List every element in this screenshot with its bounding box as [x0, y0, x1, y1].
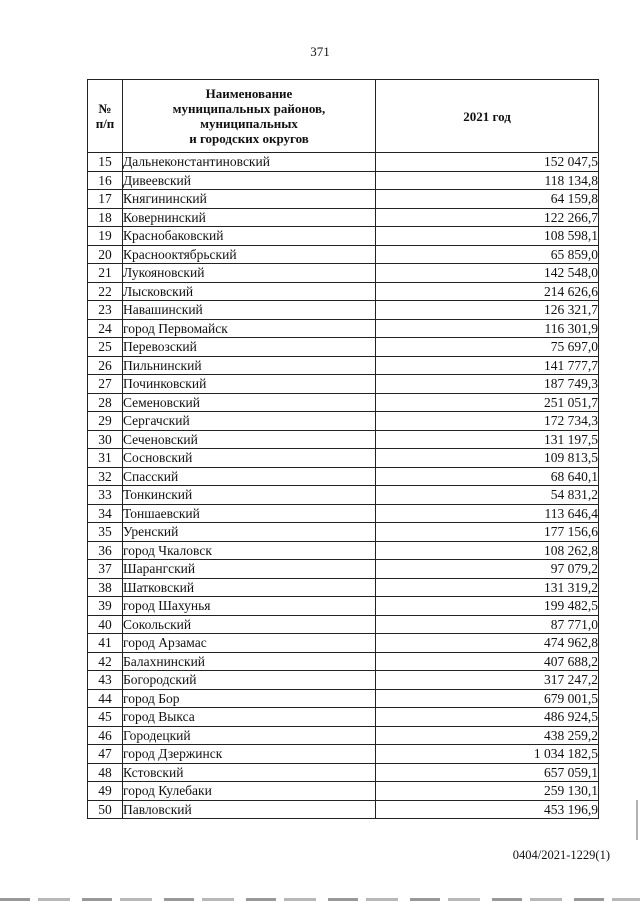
- row-amount: 116 301,9: [376, 319, 599, 338]
- row-number: 45: [88, 708, 123, 727]
- row-number: 16: [88, 171, 123, 190]
- row-amount: 54 831,2: [376, 486, 599, 505]
- row-district-name: Шарангский: [123, 560, 376, 579]
- row-amount: 141 777,7: [376, 356, 599, 375]
- row-amount: 177 156,6: [376, 523, 599, 542]
- header-name-line: и городских округов: [189, 131, 309, 146]
- row-number: 44: [88, 689, 123, 708]
- row-number: 49: [88, 782, 123, 801]
- row-district-name: город Бор: [123, 689, 376, 708]
- row-number: 18: [88, 208, 123, 227]
- header-name-line: муниципальных районов,: [172, 101, 326, 116]
- scan-artifact-edge: [636, 800, 638, 840]
- row-amount: 317 247,2: [376, 671, 599, 690]
- row-district-name: Богородский: [123, 671, 376, 690]
- row-district-name: город Выкса: [123, 708, 376, 727]
- row-amount: 657 059,1: [376, 763, 599, 782]
- row-number: 46: [88, 726, 123, 745]
- row-amount: 64 159,8: [376, 190, 599, 209]
- row-number: 38: [88, 578, 123, 597]
- row-number: 15: [88, 153, 123, 172]
- row-district-name: Сокольский: [123, 615, 376, 634]
- table-row: [88, 430, 599, 449]
- row-number: 21: [88, 264, 123, 283]
- row-number: 42: [88, 652, 123, 671]
- row-number: 39: [88, 597, 123, 616]
- row-district-name: Починковский: [123, 375, 376, 394]
- row-amount: 1 034 182,5: [376, 745, 599, 764]
- table-row: [88, 245, 599, 264]
- row-amount: 453 196,9: [376, 800, 599, 819]
- row-amount: 109 813,5: [376, 449, 599, 468]
- row-amount: 214 626,6: [376, 282, 599, 301]
- table-row: [88, 763, 599, 782]
- row-amount: 108 262,8: [376, 541, 599, 560]
- row-district-name: Спасский: [123, 467, 376, 486]
- table-row: [88, 301, 599, 320]
- row-amount: 131 319,2: [376, 578, 599, 597]
- row-number: 36: [88, 541, 123, 560]
- table-body: [88, 153, 599, 819]
- table-row: [88, 671, 599, 690]
- row-district-name: Семеновский: [123, 393, 376, 412]
- row-district-name: Уренский: [123, 523, 376, 542]
- row-amount: 474 962,8: [376, 634, 599, 653]
- row-district-name: Тоншаевский: [123, 504, 376, 523]
- row-district-name: Краснооктябрьский: [123, 245, 376, 264]
- row-amount: 65 859,0: [376, 245, 599, 264]
- row-number: 50: [88, 800, 123, 819]
- table-row: [88, 264, 599, 283]
- table-row: [88, 726, 599, 745]
- row-amount: 113 646,4: [376, 504, 599, 523]
- table-row: [88, 171, 599, 190]
- table-header-row: [88, 80, 599, 153]
- table-row: [88, 227, 599, 246]
- row-district-name: Княгининский: [123, 190, 376, 209]
- header-year: 2021 год: [376, 80, 599, 153]
- row-number: 48: [88, 763, 123, 782]
- row-number: 22: [88, 282, 123, 301]
- row-district-name: город Арзамас: [123, 634, 376, 653]
- row-district-name: Перевозский: [123, 338, 376, 357]
- row-number: 19: [88, 227, 123, 246]
- row-district-name: город Кулебаки: [123, 782, 376, 801]
- row-district-name: Тонкинский: [123, 486, 376, 505]
- row-district-name: Сеченовский: [123, 430, 376, 449]
- table-row: [88, 652, 599, 671]
- row-district-name: город Дзержинск: [123, 745, 376, 764]
- row-number: 30: [88, 430, 123, 449]
- row-amount: 75 697,0: [376, 338, 599, 357]
- scan-artifact-bottom: [0, 898, 640, 901]
- row-number: 32: [88, 467, 123, 486]
- header-name: [123, 80, 376, 153]
- row-district-name: Городецкий: [123, 726, 376, 745]
- table-row: [88, 282, 599, 301]
- row-district-name: Балахнинский: [123, 652, 376, 671]
- row-number: 41: [88, 634, 123, 653]
- table-row: [88, 597, 599, 616]
- table-row: [88, 523, 599, 542]
- row-number: 28: [88, 393, 123, 412]
- row-number: 43: [88, 671, 123, 690]
- row-district-name: Сергачский: [123, 412, 376, 431]
- row-number: 26: [88, 356, 123, 375]
- row-district-name: Шатковский: [123, 578, 376, 597]
- table-row: [88, 356, 599, 375]
- row-number: 29: [88, 412, 123, 431]
- table-row: [88, 393, 599, 412]
- table-row: [88, 708, 599, 727]
- row-number: 20: [88, 245, 123, 264]
- table-row: [88, 800, 599, 819]
- row-number: 24: [88, 319, 123, 338]
- table-row: [88, 560, 599, 579]
- row-district-name: Лукояновский: [123, 264, 376, 283]
- row-amount: 68 640,1: [376, 467, 599, 486]
- row-amount: 108 598,1: [376, 227, 599, 246]
- row-number: 17: [88, 190, 123, 209]
- row-number: 25: [88, 338, 123, 357]
- row-number: 31: [88, 449, 123, 468]
- table-row: [88, 634, 599, 653]
- row-district-name: Павловский: [123, 800, 376, 819]
- header-number-line: п/п: [95, 116, 115, 131]
- row-amount: 172 734,3: [376, 412, 599, 431]
- row-district-name: Сосновский: [123, 449, 376, 468]
- row-amount: 486 924,5: [376, 708, 599, 727]
- row-number: 34: [88, 504, 123, 523]
- row-amount: 97 079,2: [376, 560, 599, 579]
- row-amount: 122 266,7: [376, 208, 599, 227]
- table-row: [88, 412, 599, 431]
- document-code: 0404/2021-1229(1): [512, 848, 610, 862]
- row-district-name: Ковернинский: [123, 208, 376, 227]
- table-row: [88, 467, 599, 486]
- table-row: [88, 375, 599, 394]
- row-amount: 142 548,0: [376, 264, 599, 283]
- table-row: [88, 153, 599, 172]
- row-district-name: город Чкаловск: [123, 541, 376, 560]
- header-number-line: №: [98, 101, 112, 116]
- row-district-name: город Первомайск: [123, 319, 376, 338]
- row-amount: 199 482,5: [376, 597, 599, 616]
- page-number: 371: [310, 44, 330, 59]
- row-amount: 152 047,5: [376, 153, 599, 172]
- table-row: [88, 338, 599, 357]
- row-district-name: Кстовский: [123, 763, 376, 782]
- row-number: 35: [88, 523, 123, 542]
- row-number: 23: [88, 301, 123, 320]
- table-row: [88, 578, 599, 597]
- table-row: [88, 486, 599, 505]
- table-row: [88, 745, 599, 764]
- row-district-name: город Шахунья: [123, 597, 376, 616]
- table-row: [88, 782, 599, 801]
- row-district-name: Пильнинский: [123, 356, 376, 375]
- budget-table: [87, 79, 599, 819]
- table-row: [88, 689, 599, 708]
- row-district-name: Краснобаковский: [123, 227, 376, 246]
- row-district-name: Лысковский: [123, 282, 376, 301]
- row-amount: 126 321,7: [376, 301, 599, 320]
- row-amount: 251 051,7: [376, 393, 599, 412]
- row-amount: 187 749,3: [376, 375, 599, 394]
- row-amount: 438 259,2: [376, 726, 599, 745]
- row-number: 37: [88, 560, 123, 579]
- row-number: 27: [88, 375, 123, 394]
- table-row: [88, 615, 599, 634]
- header-name-line: муниципальных: [200, 116, 298, 131]
- table-row: [88, 541, 599, 560]
- row-number: 47: [88, 745, 123, 764]
- table-row: [88, 449, 599, 468]
- row-amount: 87 771,0: [376, 615, 599, 634]
- row-amount: 679 001,5: [376, 689, 599, 708]
- table-row: [88, 208, 599, 227]
- row-district-name: Дальнеконстантиновский: [123, 153, 376, 172]
- row-amount: 259 130,1: [376, 782, 599, 801]
- row-district-name: Навашинский: [123, 301, 376, 320]
- row-number: 33: [88, 486, 123, 505]
- row-amount: 131 197,5: [376, 430, 599, 449]
- table-row: [88, 504, 599, 523]
- row-amount: 407 688,2: [376, 652, 599, 671]
- header-name-line: Наименование: [205, 86, 293, 101]
- row-number: 40: [88, 615, 123, 634]
- table-row: [88, 319, 599, 338]
- table-row: [88, 190, 599, 209]
- header-number: [88, 80, 123, 153]
- row-amount: 118 134,8: [376, 171, 599, 190]
- row-district-name: Дивеевский: [123, 171, 376, 190]
